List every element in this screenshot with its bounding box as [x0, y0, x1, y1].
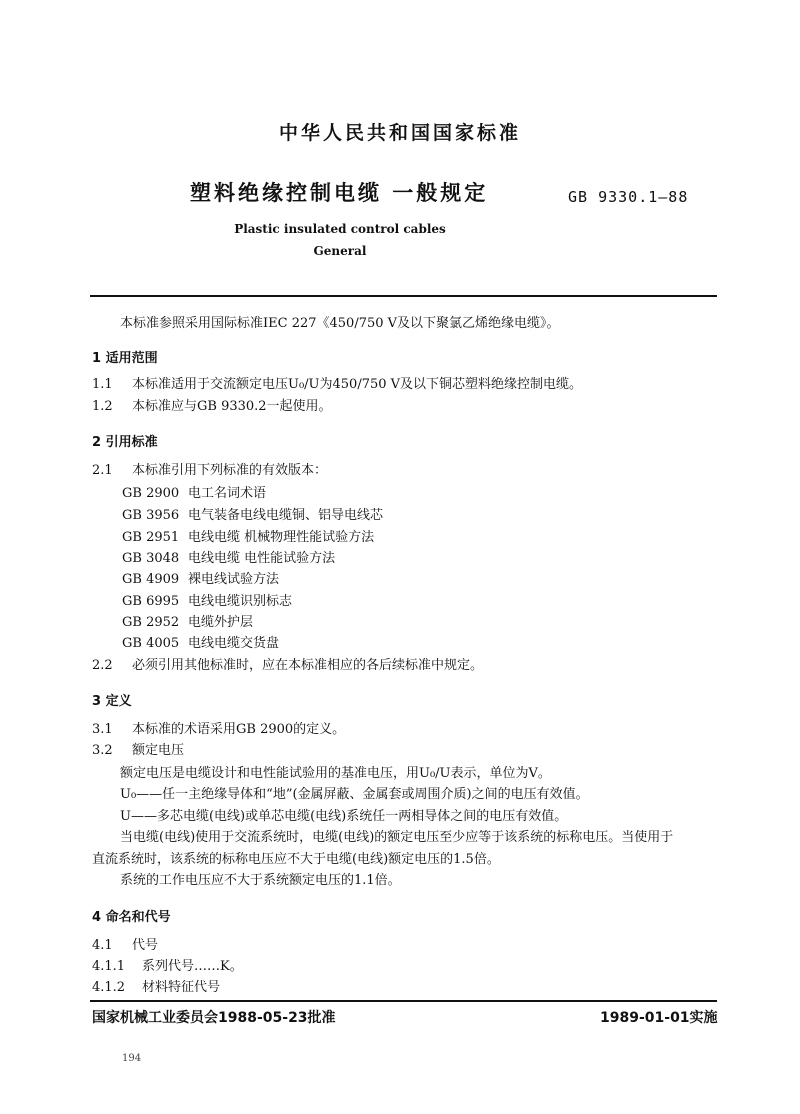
reference-title: 电缆外护层 — [188, 615, 254, 630]
reference-standard-row — [122, 571, 279, 589]
clause-text: 代号 — [132, 938, 159, 953]
header-rule — [90, 295, 717, 297]
ac-system-paragraph-line2: 直流系统时，该系统的标称电压应不大于电缆(电线)额定电压的1.5倍。 — [92, 852, 500, 867]
clause-text: 额定电压 — [132, 743, 185, 758]
english-title: Plastic insulated control cables — [234, 222, 446, 236]
reference-code: GB 2951 — [122, 530, 180, 545]
document-title: 塑料绝缘控制电缆 一般规定 — [190, 181, 489, 205]
clause-text: 本标准应与GB 9330.2一起使用。 — [132, 399, 332, 414]
clause-number: 4.1.2 — [92, 980, 126, 995]
clause-text: 本标准的术语采用GB 2900的定义。 — [132, 722, 346, 737]
clause-4-1-1 — [92, 958, 243, 976]
u0-definition: U₀——任一主绝缘导体和“地”(金属屏蔽、金属套或周围介质)之间的电压有效值。 — [120, 787, 589, 802]
clause-number: 1.2 — [92, 399, 113, 414]
reference-code: GB 3956 — [122, 508, 180, 523]
clause-text: 系列代号……K。 — [142, 959, 243, 974]
section-3-heading: 3 定义 — [92, 694, 132, 709]
reference-code: GB 3048 — [122, 551, 180, 566]
english-subtitle: General — [313, 244, 367, 258]
reference-code: GB 6995 — [122, 594, 180, 609]
operating-voltage-paragraph: 系统的工作电压应不大于系统额定电压的1.1倍。 — [120, 873, 401, 888]
clause-3-1 — [92, 721, 345, 739]
clause-1-2 — [92, 398, 332, 416]
clause-number: 1.1 — [92, 377, 113, 392]
clause-text: 必须引用其他标准时，应在本标准相应的各后续标准中规定。 — [132, 658, 484, 673]
footer-rule — [90, 1000, 717, 1002]
effective-date-line: 1989-01-01实施 — [600, 1010, 718, 1026]
clause-2-2 — [92, 657, 483, 675]
u-definition: U——多芯电缆(电线)或单芯电缆(电线)系统任一两相导体之间的电压有效值。 — [120, 809, 568, 824]
reference-title: 电线电缆交货盘 — [188, 636, 280, 651]
clause-number: 4.1 — [92, 938, 113, 953]
reference-code: GB 2900 — [122, 486, 180, 501]
reference-code: GB 4005 — [122, 636, 180, 651]
reference-standard-row — [122, 593, 292, 611]
reference-code: GB 4909 — [122, 572, 180, 587]
clause-number: 2.1 — [92, 463, 113, 478]
reference-standard-row — [122, 529, 374, 547]
rated-voltage-definition: 额定电压是电缆设计和电性能试验用的基准电压，用U₀/U表示，单位为V。 — [120, 766, 551, 781]
clause-number: 2.2 — [92, 658, 113, 673]
reference-title: 裸电线试验方法 — [188, 572, 280, 587]
section-4-heading: 4 命名和代号 — [92, 910, 171, 925]
clause-number: 3.2 — [92, 743, 113, 758]
reference-title: 电线电缆识别标志 — [188, 594, 293, 609]
reference-title: 电线电缆 机械物理性能试验方法 — [188, 530, 375, 545]
reference-standard-row — [122, 550, 335, 568]
reference-title: 电工名词术语 — [188, 486, 267, 501]
clause-number: 3.1 — [92, 722, 113, 737]
clause-3-2 — [92, 742, 184, 760]
intro-paragraph: 本标准参照采用国际标准IEC 227《450/750 V及以下聚氯乙烯绝缘电缆》。 — [120, 316, 560, 331]
national-standard-label: 中华人民共和国国家标准 — [278, 122, 521, 144]
reference-standard-row — [122, 635, 279, 653]
reference-standard-row — [122, 614, 253, 632]
clause-text: 本标准适用于交流额定电压U₀/U为450/750 V及以下铜芯塑料绝缘控制电缆。 — [132, 377, 583, 392]
ac-system-paragraph-line1: 当电缆(电线)使用于交流系统时，电缆(电线)的额定电压至少应等于该系统的标称电压。当使用于 — [120, 830, 674, 845]
clause-1-1 — [92, 376, 582, 394]
reference-standard-row — [122, 485, 266, 503]
section-2-heading: 2 引用标准 — [92, 435, 158, 450]
approval-line: 国家机械工业委员会1988-05-23批准 — [92, 1010, 336, 1026]
section-1-heading: 1 适用范围 — [92, 351, 158, 366]
clause-number: 4.1.1 — [92, 959, 126, 974]
page-number: 194 — [122, 1053, 142, 1064]
reference-title: 电气装备电线电缆铜、铝导电线芯 — [188, 508, 384, 523]
clause-4-1 — [92, 937, 158, 955]
reference-standard-row — [122, 507, 383, 525]
clause-text: 本标准引用下列标准的有效版本： — [132, 463, 328, 478]
standard-code: GB 9330.1—88 — [568, 188, 689, 206]
clause-text: 材料特征代号 — [142, 980, 221, 995]
reference-title: 电线电缆 电性能试验方法 — [188, 551, 336, 566]
clause-2-1 — [92, 462, 327, 480]
clause-4-1-2 — [92, 979, 220, 997]
reference-code: GB 2952 — [122, 615, 180, 630]
